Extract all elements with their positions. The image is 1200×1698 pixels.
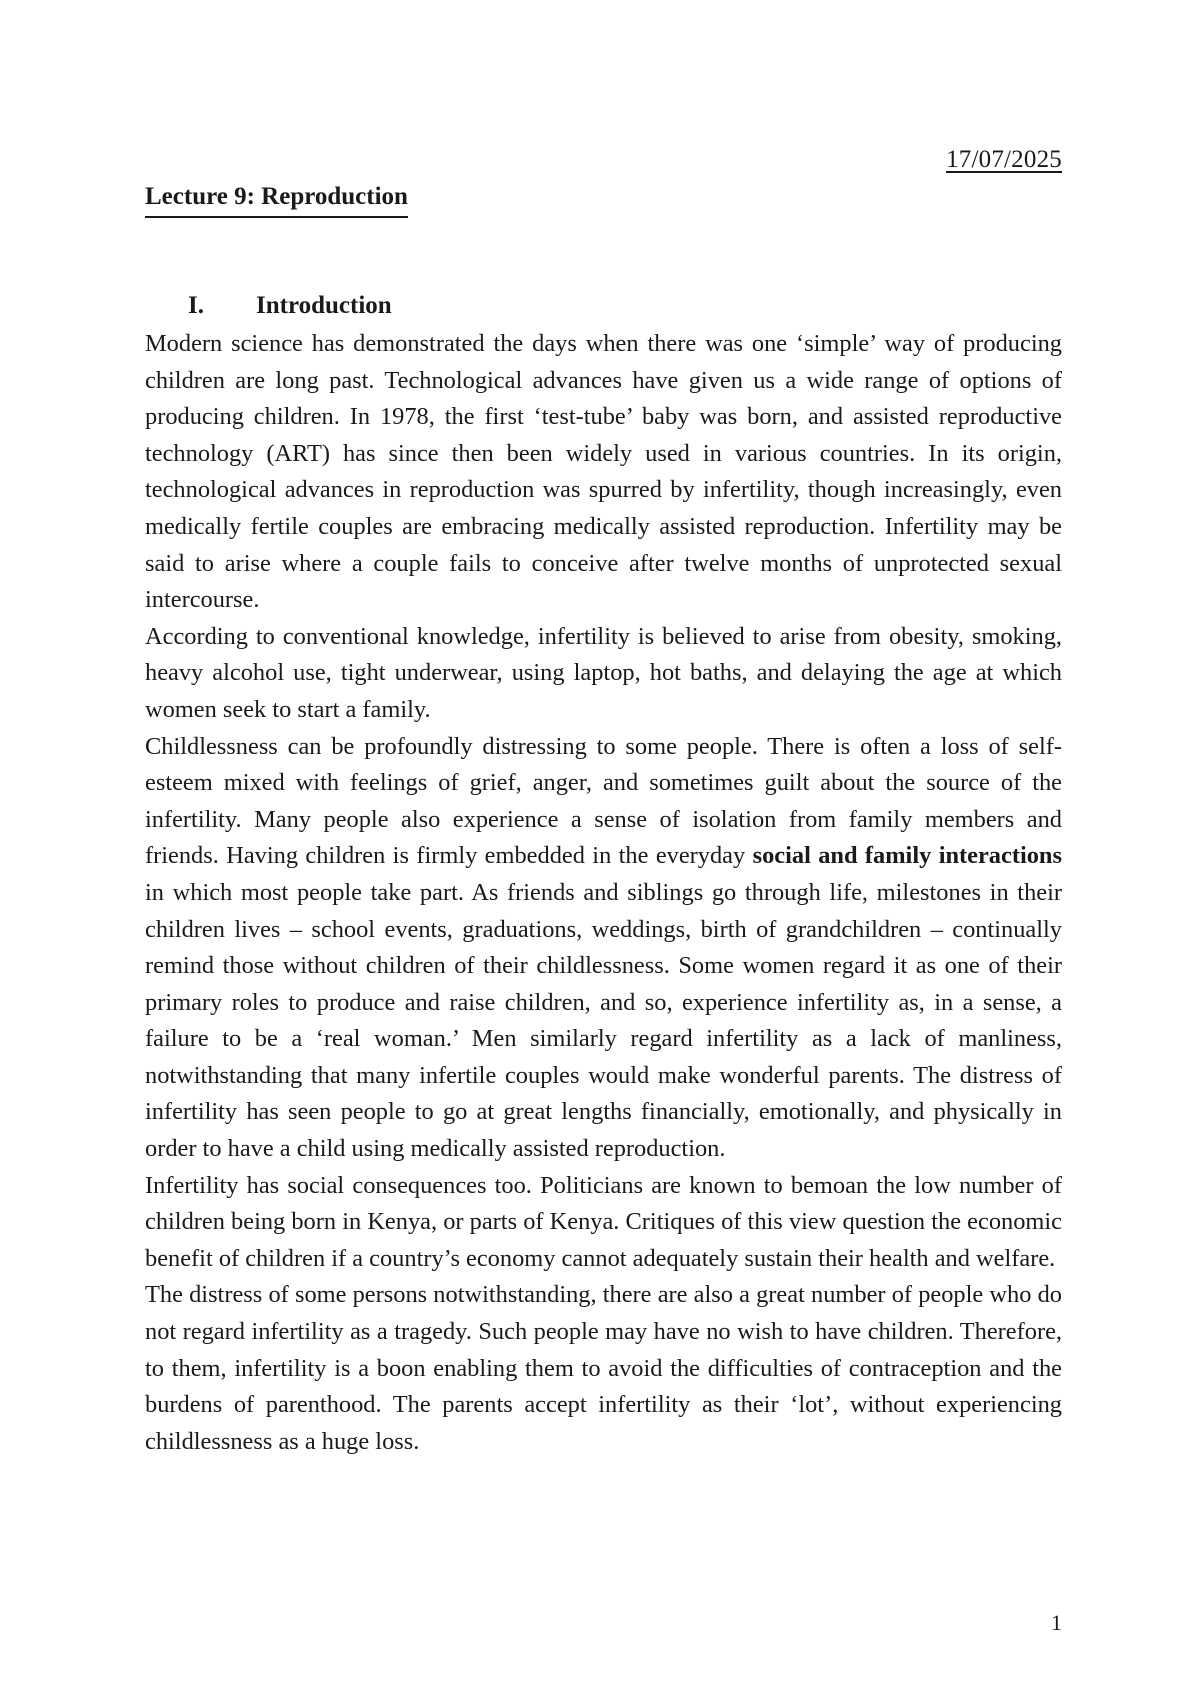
document-date: 17/07/2025: [946, 146, 1062, 173]
section-title: Introduction: [256, 292, 392, 319]
paragraph-childlessness-distress: [145, 729, 1062, 1168]
page-number: 1: [1051, 1610, 1062, 1635]
paragraph-art-overview: Modern science has demonstrated the days when there was one ‘simple’ way of producing children are long past. Technological advances have given us a wide range of options of producing children. In 1978, the first ‘test-tube’ baby was born, and assisted reproductive technology (ART) has since then been widely used in various countries. In its origin, technological advances in reproduction was spurred by infertility, though increasingly, even medically fertile couples are embracing medically assisted reproduction. Infertility may be said to arise where a couple fails to conceive after twelve months of unprotected sexual intercourse.: [145, 330, 1062, 614]
paragraph-social-consequences: Infertility has social consequences too. Politicians are known to bemoan the low number of children being born in Kenya, or parts of Kenya. Critiques of this view question the economic benefit of children if a country’s economy cannot adequately sustain their health and welfare.: [145, 1171, 1062, 1272]
paragraph-text-after-bold: in which most people take part. As friends and siblings go through life, milestones in their children lives – school events, graduations, weddings, birth of grandchildren – continually remind those without children of their childlessness. Some women regard it as one of their primary roles to produce and raise children, and so, experience infertility as, in a sense, a failure to be a ‘real woman.’ Men similarly regard infertility as a lack of manliness, notwithstanding that many infertile couples would make wonderful parents. The distress of infertility has seen people to go at great lengths financially, emotionally, and physically in order to have a child using medically assisted reproduction.: [145, 878, 1062, 1163]
body-text: [145, 326, 1062, 1460]
paragraph-infertility-as-boon: The distress of some persons notwithstanding, there are also a great number of people who do not regard infertility as a tragedy. Such people may have no wish to have children. Therefore, to them, infertility is a boon enabling them to avoid the difficulties of contraception and the burdens of parenthood. The parents accept infertility as their ‘lot’, without experiencing childlessness as a huge loss.: [145, 1281, 1062, 1455]
section-heading: [188, 292, 392, 320]
paragraph-infertility-causes: According to conventional knowledge, infertility is believed to arise from obesity, smoking, heavy alcohol use, tight underwear, using laptop, hot baths, and delaying the age at which women seek to start a family.: [145, 622, 1062, 723]
paragraph-text-before-bold: Childlessness can be profoundly distressing to some people. There is often a loss of self-esteem mixed with feelings of grief, anger, and sometimes guilt about the source of the infertility. Many people also experience a sense of isolation from family members and friends. Having children is firmly embedded in the everyday: [145, 732, 1062, 870]
bold-phrase: social and family interactions: [752, 842, 1062, 870]
section-number: I.: [188, 292, 204, 319]
lecture-title: Lecture 9: Reproduction: [145, 183, 408, 218]
